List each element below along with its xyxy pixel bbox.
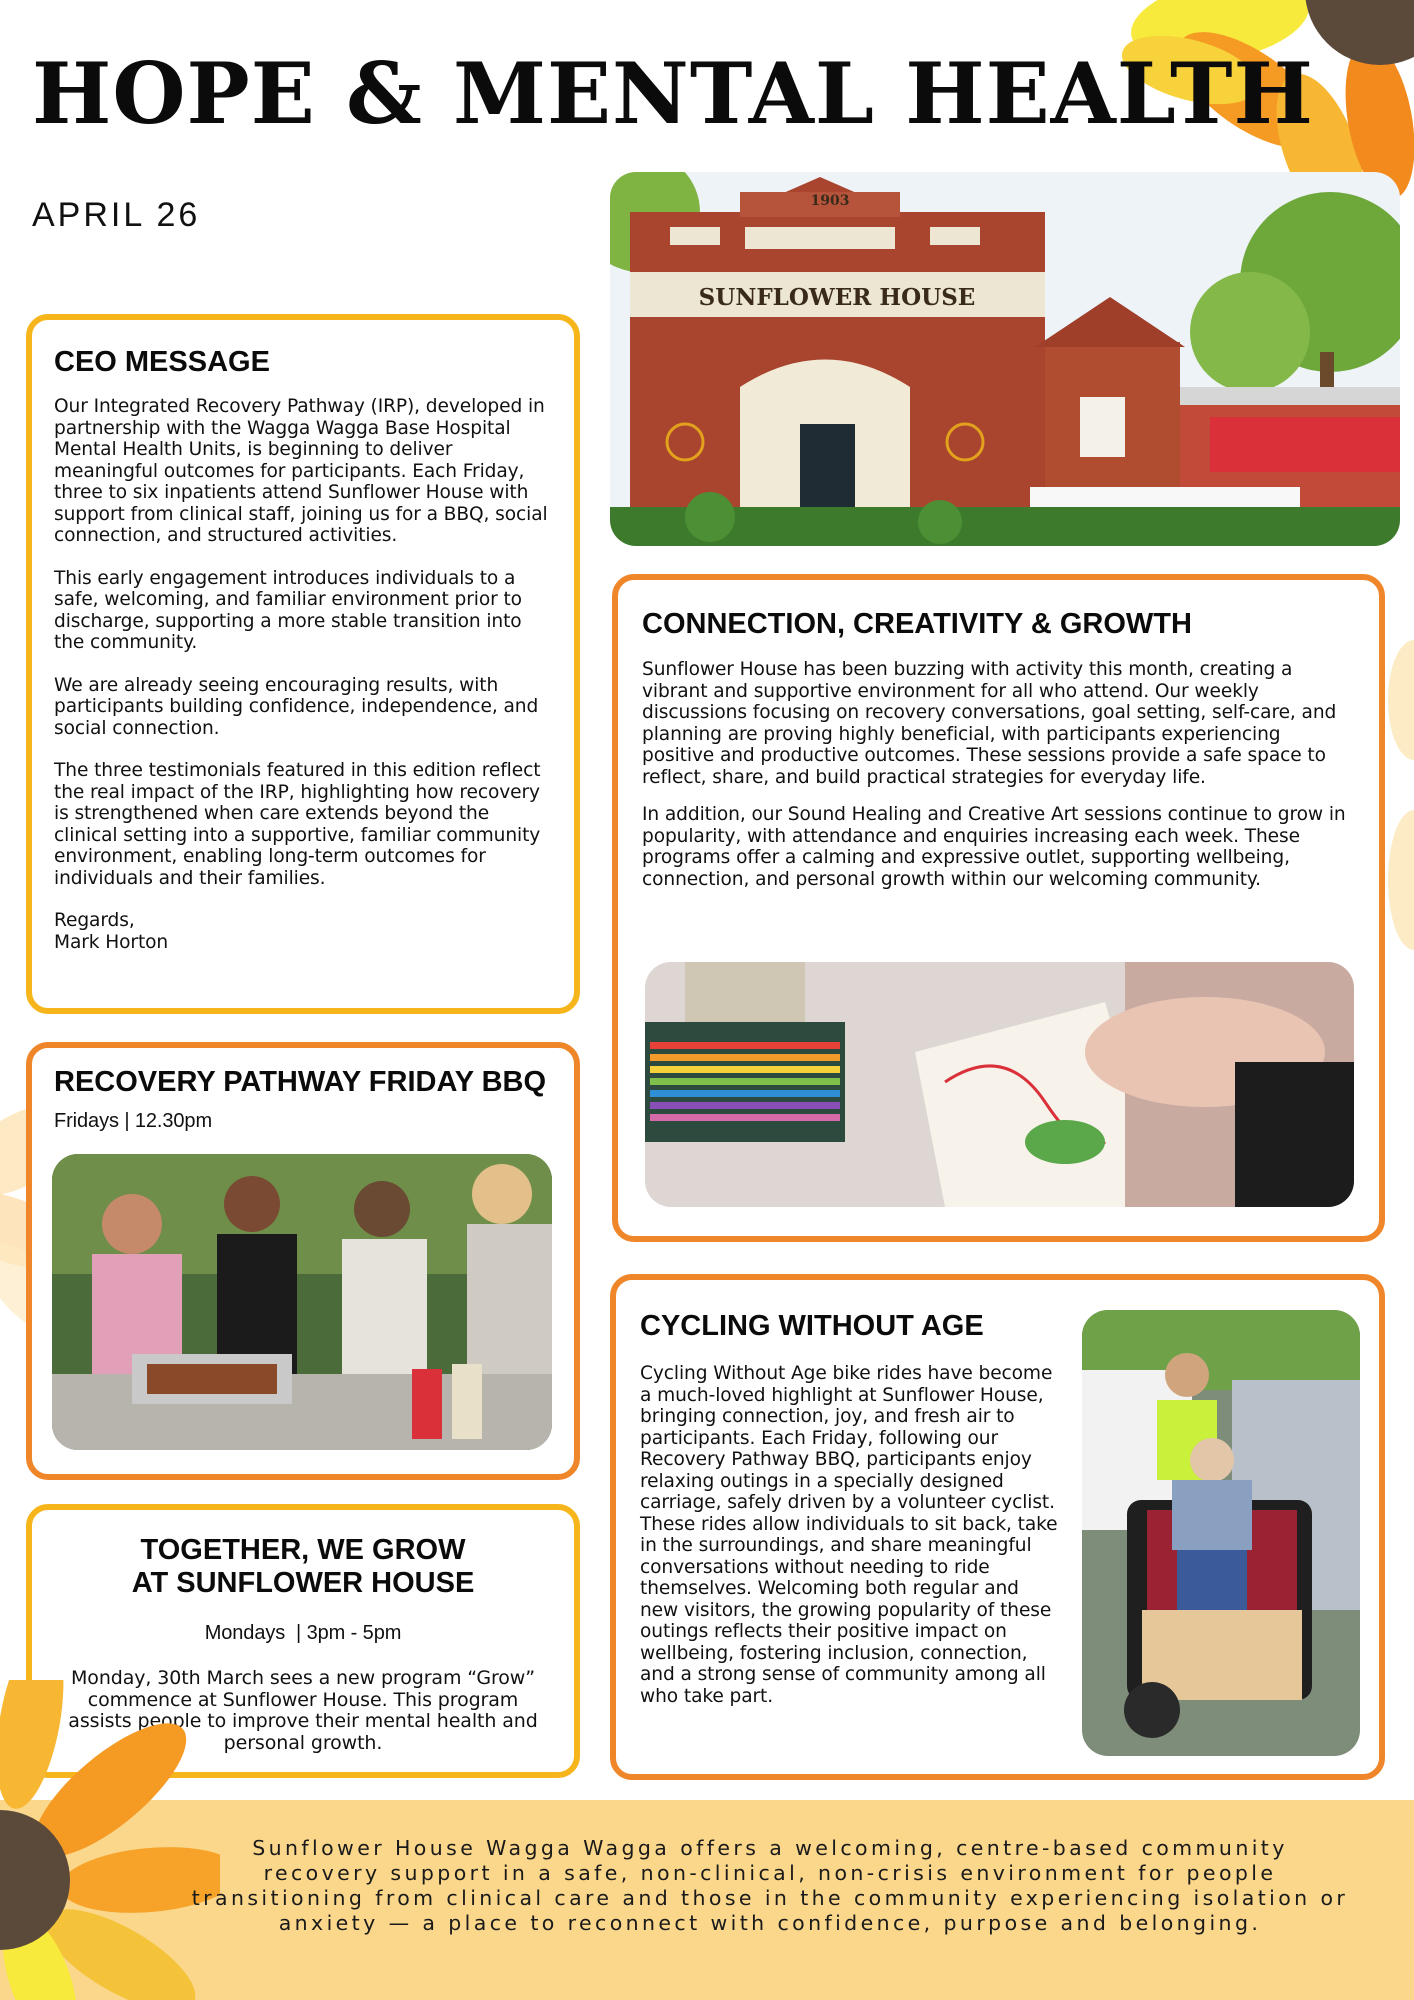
bbq-heading: RECOVERY PATHWAY FRIDAY BBQ	[54, 1066, 547, 1098]
grow-time: Mondays | 3pm - 5pm	[204, 1621, 402, 1644]
grow-heading-line-1: TOGETHER, WE GROW	[140, 1534, 466, 1566]
sunflower-decoration-bottom-left	[0, 1680, 220, 2000]
issue-date: APRIL 26	[32, 196, 201, 234]
ceo-regards: Regards,	[54, 910, 135, 932]
creative-art-photo	[645, 962, 1354, 1207]
cycling-body: Cycling Without Age bike rides have become a much-loved highlight at Sunflower House, bringing connection, joy, and fresh air to participants. Each Friday, following our Recovery Pathway BBQ, participants enjoy relaxing outings in a specially designed carriage, safely driven by a volunteer cyclist. These rides allow individuals to sit back, take in the surroundings, and share meaningful conversations without needing to ride themselves. Welcoming both regular and new visitors, the growing popularity of these outings reflects their positive impact on wellbeing, fostering inclusion, connection, and a strong sense of community among all who take part.	[640, 1363, 1058, 1707]
ceo-paragraph-2: This early engagement introduces individuals to a safe, welcoming, and familiar environment prior to discharge, supporting a more stable transition into the community.	[54, 567, 522, 654]
cycling-heading: CYCLING WITHOUT AGE	[640, 1310, 984, 1342]
ceo-message-card	[26, 314, 580, 1014]
ceo-signature: Mark Horton	[54, 931, 169, 953]
ceo-paragraph-1: Our Integrated Recovery Pathway (IRP), developed in partnership with the Wagga Wagga Base Hospital Mental Health Units, is beginning to deliver meaningful outcomes for participants. Each Friday, three to six inpatients attend Sunflower House with support from clinical staff, joining us for a BBQ, social connection, and structured activities.	[54, 396, 548, 547]
art-illustration	[645, 962, 1354, 1207]
ceo-paragraph-4: The three testimonials featured in this edition reflect the real impact of the IRP, highlighting how recovery is strengthened when care extends beyond the clinical setting into a supportive, familiar community environment, enabling long-term outcomes for individuals and their families.	[54, 760, 541, 889]
page-title: HOPE & MENTAL HEALTH	[32, 44, 1314, 143]
building-illustration	[610, 172, 1400, 546]
sunflower-house-photo	[610, 172, 1400, 546]
bbq-time: Fridays | 12.30pm	[54, 1110, 213, 1133]
ceo-paragraph-3: We are already seeing encouraging results, with participants building confidence, independence, and social connection.	[54, 674, 539, 739]
footer-text: Sunflower House Wagga Wagga offers a welcoming, centre-based community recovery support in a safe, non-clinical, non-crisis environment for people transitioning from clinical care and those in the community experiencing isolation or anxiety — a place to reconnect with confidence, purpose and belonging.	[191, 1836, 1349, 1935]
bbq-photo	[52, 1154, 552, 1450]
ceo-message-heading: CEO MESSAGE	[54, 346, 270, 378]
cycling-illustration	[1082, 1310, 1360, 1756]
cycling-photo	[1082, 1310, 1360, 1756]
connection-paragraph-2: In addition, our Sound Healing and Creative Art sessions continue to grow in popularity, with attendance and enquiries increasing each week. These programs offer a calming and expressive outlet, supporting wellbeing, connection, and personal growth within our welcoming community.	[642, 804, 1346, 890]
connection-paragraph-1: Sunflower House has been buzzing with activity this month, creating a vibrant and supportive environment for all who attend. Our weekly discussions focusing on recovery conversations, goal setting, self-care, and planning are proving highly beneficial, with participants experiencing positive and productive outcomes. These sessions provide a safe space to reflect, share, and build practical strategies for everyday life.	[642, 659, 1337, 788]
grow-body: Monday, 30th March sees a new program “Grow” commence at Sunflower House. This program assists people to improve their mental health and personal growth.	[68, 1667, 538, 1754]
sunflower-decoration-mid-right	[1384, 620, 1414, 1060]
building-year: 1903	[810, 193, 850, 209]
connection-heading: CONNECTION, CREATIVITY & GROWTH	[642, 608, 1192, 640]
bbq-illustration	[52, 1154, 552, 1450]
building-sign: SUNFLOWER HOUSE	[698, 284, 976, 311]
grow-heading-line-2: AT SUNFLOWER HOUSE	[131, 1567, 475, 1600]
